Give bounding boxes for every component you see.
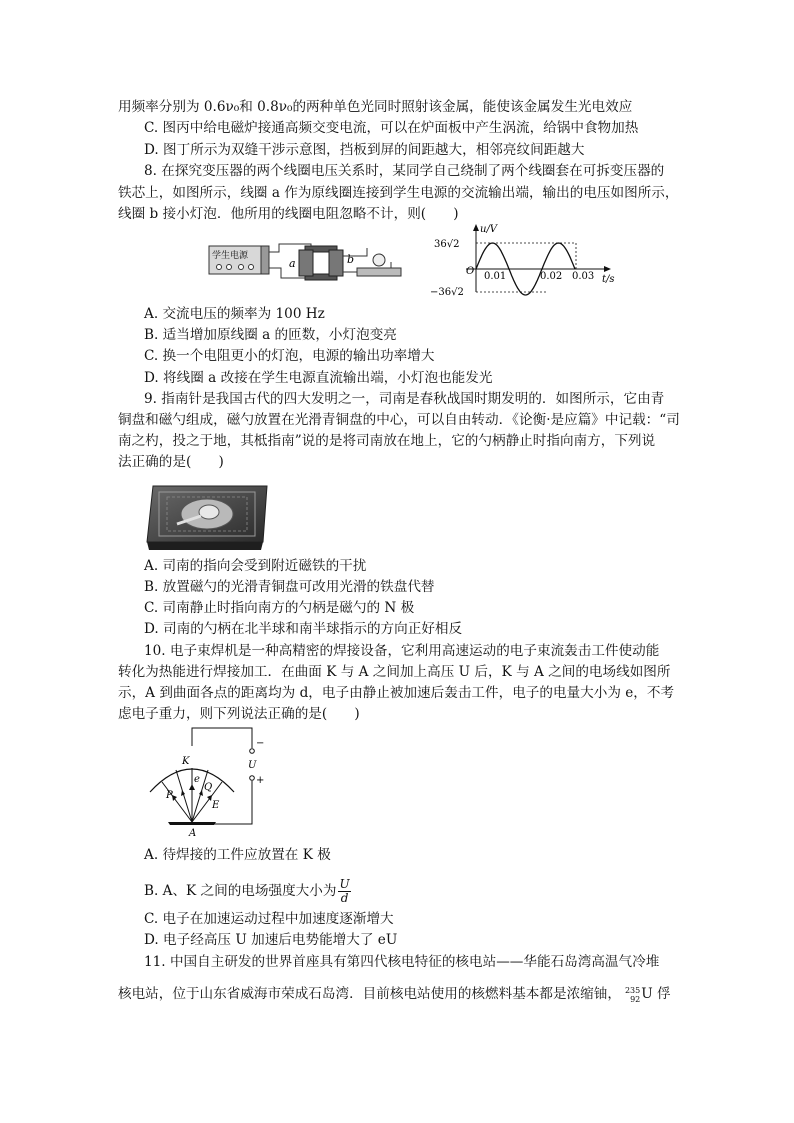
sinan-compass-photo — [145, 480, 270, 552]
voltage-graph — [430, 222, 616, 298]
option-text: A. 司南的指向会受到附近磁铁的干扰 — [144, 558, 367, 574]
origin-label: O — [466, 266, 475, 277]
y-min-label: −36√2 — [430, 287, 464, 298]
option-text: B. 放置磁勺的光滑青铜盘可改用光滑的铁盘代替 — [144, 579, 435, 595]
q10-stem: 10. 电子束焊机是一种高精密的焊接设备，它利用高速运动的电子束流轰击工件使动能 — [144, 643, 660, 659]
label-plus: + — [256, 775, 265, 786]
label-Q: Q — [204, 782, 213, 793]
anode-A — [168, 822, 216, 825]
text-line: 用频率分别为 0.6ν₀和 0.8ν₀的两种单色光同时照射该金属，能使该金属发生光电效应 — [118, 99, 633, 115]
option-text: C. 电子在加速运动过程中加速度逐渐增大 — [144, 911, 394, 927]
fraction-denominator: d — [340, 891, 349, 905]
q11-stem-text: 核电站，位于山东省威海市荣成石岛湾．目前核电站使用的核燃料基本都是浓缩铀， — [118, 986, 621, 1002]
option-text: C. 换一个电阻更小的灯泡，电源的输出功率增大 — [144, 348, 435, 364]
option-text: D. 将线圈 a 改接在学生电源直流输出端，小灯泡也能发光 — [144, 370, 493, 386]
lamp-base — [357, 268, 401, 276]
option-text — [144, 878, 714, 905]
isotope-notation — [625, 986, 640, 1004]
transformer-apparatus-figure — [207, 232, 407, 292]
label-minus: − — [256, 738, 265, 749]
atomic-number: 92 — [630, 994, 641, 1004]
uranium-symbol: U 俘 — [641, 986, 671, 1002]
x-tick-label: 0.01 — [484, 271, 507, 282]
coil-b-label: b — [347, 253, 355, 266]
option-text: D. 电子经高压 U 加速后电势能增大了 eU — [144, 932, 398, 948]
x-tick-label: 0.03 — [572, 271, 595, 282]
label-e: e — [194, 774, 200, 785]
label-K: K — [182, 756, 190, 767]
option-text: A. 待焊接的工件应放置在 K 极 — [144, 847, 331, 863]
option-b-text: B. A、K 之间的电场强度大小为 — [144, 883, 337, 899]
q10-stem: 转化为热能进行焊接加工．在曲面 K 与 A 之间加上高压 U 后，K 与 A 之间的电场线如图所 — [118, 664, 671, 680]
q10-stem: 示，A 到曲面各点的距离均为 d，电子由静止被加速后轰击工件，电子的电量大小为 e，不考 — [118, 685, 675, 701]
q8-stem: 线圈 b 接小灯泡．他所用的线圈电阻忽略不计，则( ) — [118, 206, 459, 222]
coil-b — [329, 250, 343, 276]
option-text: C. 图丙中给电磁炉接通高频交变电流，可以在炉面板中产生涡流，给锅中食物加热 — [144, 120, 639, 136]
y-axis-label: u/V — [480, 224, 498, 235]
q11-stem — [118, 984, 688, 1005]
q9-stem: 南之杓，投之于地，其柢指南”说的是将司南放在地上，它的勺柄静止时指向南方，下列说 — [118, 433, 656, 449]
coil-a — [299, 250, 313, 276]
option-text: D. 司南的勺柄在北半球和南半球指示的方向正好相反 — [144, 621, 463, 637]
mass-number: 235 — [624, 985, 641, 995]
option-text: B. 适当增加原线圈 a 的匝数，小灯泡变亮 — [144, 327, 397, 343]
lamp-bulb — [373, 254, 385, 266]
label-P: P — [166, 790, 173, 801]
label-E: E — [212, 800, 220, 811]
q9-stem: 9. 指南针是我国古代的四大发明之一，司南是春秋战国时期发明的．如图所示，它由青 — [144, 391, 665, 407]
q8-stem: 铁芯上，如图所示，线圈 a 作为原线圈连接到学生电源的交流输出端，输出的电压如图所示， — [118, 185, 679, 201]
q8-stem: 8. 在探究变压器的两个线圈电压关系时，某同学自己绕制了两个线圈套在可拆变压器的 — [144, 163, 665, 179]
magnetic-spoon — [199, 505, 219, 519]
label-U: U — [248, 760, 257, 771]
q11-stem: 11. 中国自主研发的世界首座具有第四代核电特征的核电站——华能石岛湾高温气冷堆 — [144, 954, 660, 970]
x-tick-label: 0.02 — [540, 271, 563, 282]
option-text: D. 图丁所示为双缝干涉示意图，挡板到屏的间距越大，相邻亮纹间距越大 — [144, 142, 585, 158]
coil-a-label: a — [289, 257, 296, 270]
fraction-U-over-d — [338, 878, 350, 905]
option-text: C. 司南静止时指向南方的勺柄是磁勺的 N 极 — [144, 600, 415, 616]
label-A: A — [189, 828, 197, 839]
fraction-numerator: U — [339, 877, 350, 891]
electron-beam-field-figure — [140, 724, 275, 840]
power-supply-label: 学生电源 — [212, 251, 249, 261]
y-max-label: 36√2 — [434, 239, 460, 250]
q9-stem: 法正确的是( ) — [118, 454, 224, 470]
q10-stem: 虑电子重力，则下列说法正确的是( ) — [118, 706, 360, 722]
option-text: A. 交流电压的频率为 100 Hz — [144, 306, 325, 322]
x-axis-label: t/s — [602, 274, 615, 285]
q9-stem: 铜盘和磁勺组成，磁勺放置在光滑青铜盘的中心，可以自由转动．《论衡·是应篇》中记载：“司 — [118, 412, 680, 428]
